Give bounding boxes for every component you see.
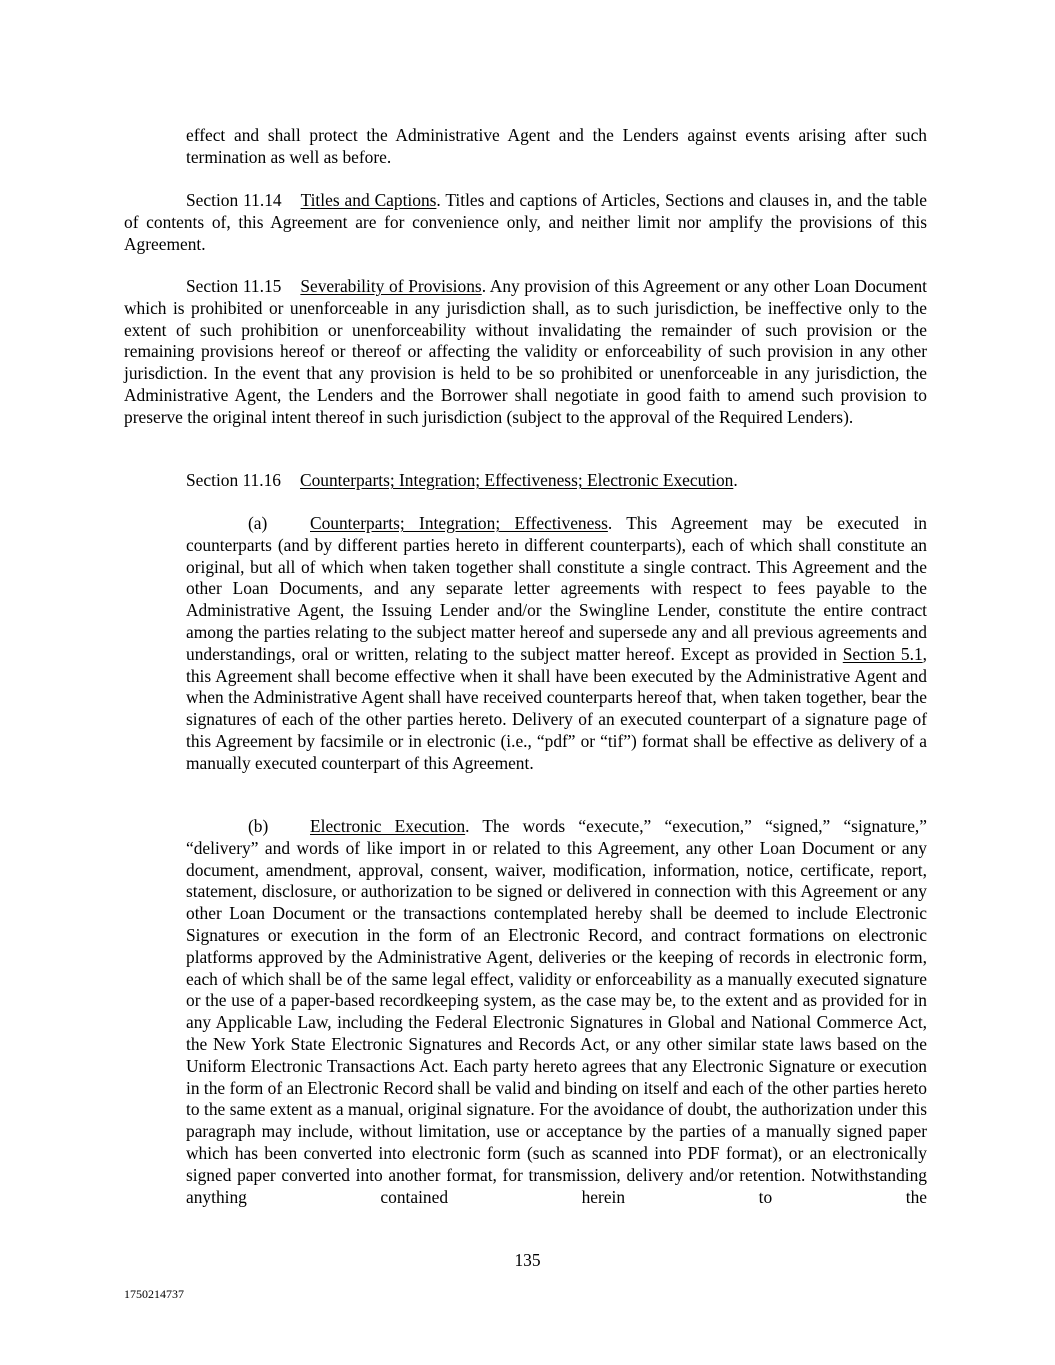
paragraph-continuation: effect and shall protect the Administrative Agent and the Lenders against events arising after such termination as well as before. [186, 125, 927, 167]
subsection-title: Electronic Execution [310, 816, 466, 836]
section-11-16-heading [124, 470, 927, 492]
section-text: . [733, 470, 738, 490]
section-number: Section 11.16 [186, 470, 281, 490]
section-title: Titles and Captions [300, 190, 437, 210]
section-text: . Any provision of this Agreement or any other Loan Document which is prohibited or unenforceable in any jurisdiction shall, as to such jurisdiction, be ineffective only to the extent of such prohibition or unenforceability without invalidating the remainder of such provision or the remaining provisions hereof or thereof or affecting the validity or enforceability of such provision in any other jurisdiction. In the event that any provision is held to be so prohibited or unenforceable in any jurisdiction, the Administrative Agent, the Lenders and the Borrower shall negotiate in good faith to amend such provision to preserve the original intent thereof in such jurisdiction (subject to the approval of the Required Lenders). [124, 276, 927, 427]
section-title: Counterparts; Integration; Effectiveness; Electronic Execution [300, 470, 734, 490]
document-id: 1750214737 [124, 1287, 184, 1301]
section-title: Severability of Provisions [300, 276, 482, 296]
section-number: Section 11.15 [186, 276, 282, 296]
subsection-title: Counterparts; Integration; Effectiveness [310, 513, 608, 533]
subsection-text: . The words “execute,” “execution,” “signed,” “signature,” “delivery” and words of like import in or related to this Agreement, any other Loan Document or any document, amendment, approval, consent, waiver, modification, information, notice, certificate, report, statement, disclosure, or authorization to be signed or delivered in connection with this Agreement or any other Loan Document or the transactions contemplated hereby shall be deemed to include Electronic Signatures or execution in the form of an Electronic Record, and contract formations on electronic platforms approved by the Administrative Agent, deliveries or the keeping of records in electronic form, each of which shall be of the same legal effect, validity or enforceability as a manually executed signature or the use of a paper-based recordkeeping system, as the case may be, to the extent and as provided for in any Applicable Law, including the Federal Electronic Signatures in Global and National Commerce Act, the New York State Electronic Signatures and Records Act, or any other similar state laws based on the Uniform Electronic Transactions Act. Each party hereto agrees that any Electronic Signature or execution in the form of an Electronic Record shall be valid and binding on itself and each of the other parties hereto to the same extent as a manual, original signature. For the avoidance of doubt, the authorization under this paragraph may include, without limitation, use or acceptance by the parties of a manually signed paper which has been converted into electronic form (such as scanned into PDF format), or an electronically signed paper converted into another format, for transmission, delivery and/or retention. Notwithstanding anything contained herein to the [186, 816, 927, 1207]
subsection-a-paragraph [186, 513, 927, 775]
subsection-b-paragraph [186, 816, 927, 1208]
section-text: . Titles and captions of Articles, Sections and clauses in, and the table of contents of, this Agreement are for convenience only, and neither limit nor amplify the provisions of this Agreement. [124, 190, 927, 254]
subsection-label: (b) [248, 816, 269, 836]
subsection-label: (a) [248, 513, 268, 533]
section-reference-link: Section 5.1 [842, 643, 923, 664]
subsection-text: . This Agreement may be executed in counterparts (and by different parties hereto in different counterparts), each of which shall constitute an original, but all of which when taken together shall constitute a single contract. This Agreement and the other Loan Documents, and any separate letter agreements with respect to fees payable to the Administrative Agent, the Issuing Lender and/or the Swingline Lender, constitute the entire contract among the parties relating to the subject matter hereof and supersede any and all previous agreements and understandings, oral or written, relating to the subject matter hereof. Except as provided in [186, 513, 928, 664]
section-11-15-paragraph [124, 276, 927, 429]
section-11-14-paragraph [124, 190, 927, 255]
subsection-text-continued: , this Agreement shall become effective when it shall have been executed by the Administrative Agent and when the Administrative Agent shall have received counterparts hereof that, when taken together, bear the signatures of each of the other parties hereto. Delivery of an executed counterpart of a signature page of this Agreement by facsimile or in electronic (i.e., “pdf” or “tif”) format shall be effective as delivery of a manually executed counterpart of this Agreement. [186, 643, 927, 773]
section-number: Section 11.14 [186, 190, 282, 210]
page-number: 135 [514, 1250, 541, 1270]
